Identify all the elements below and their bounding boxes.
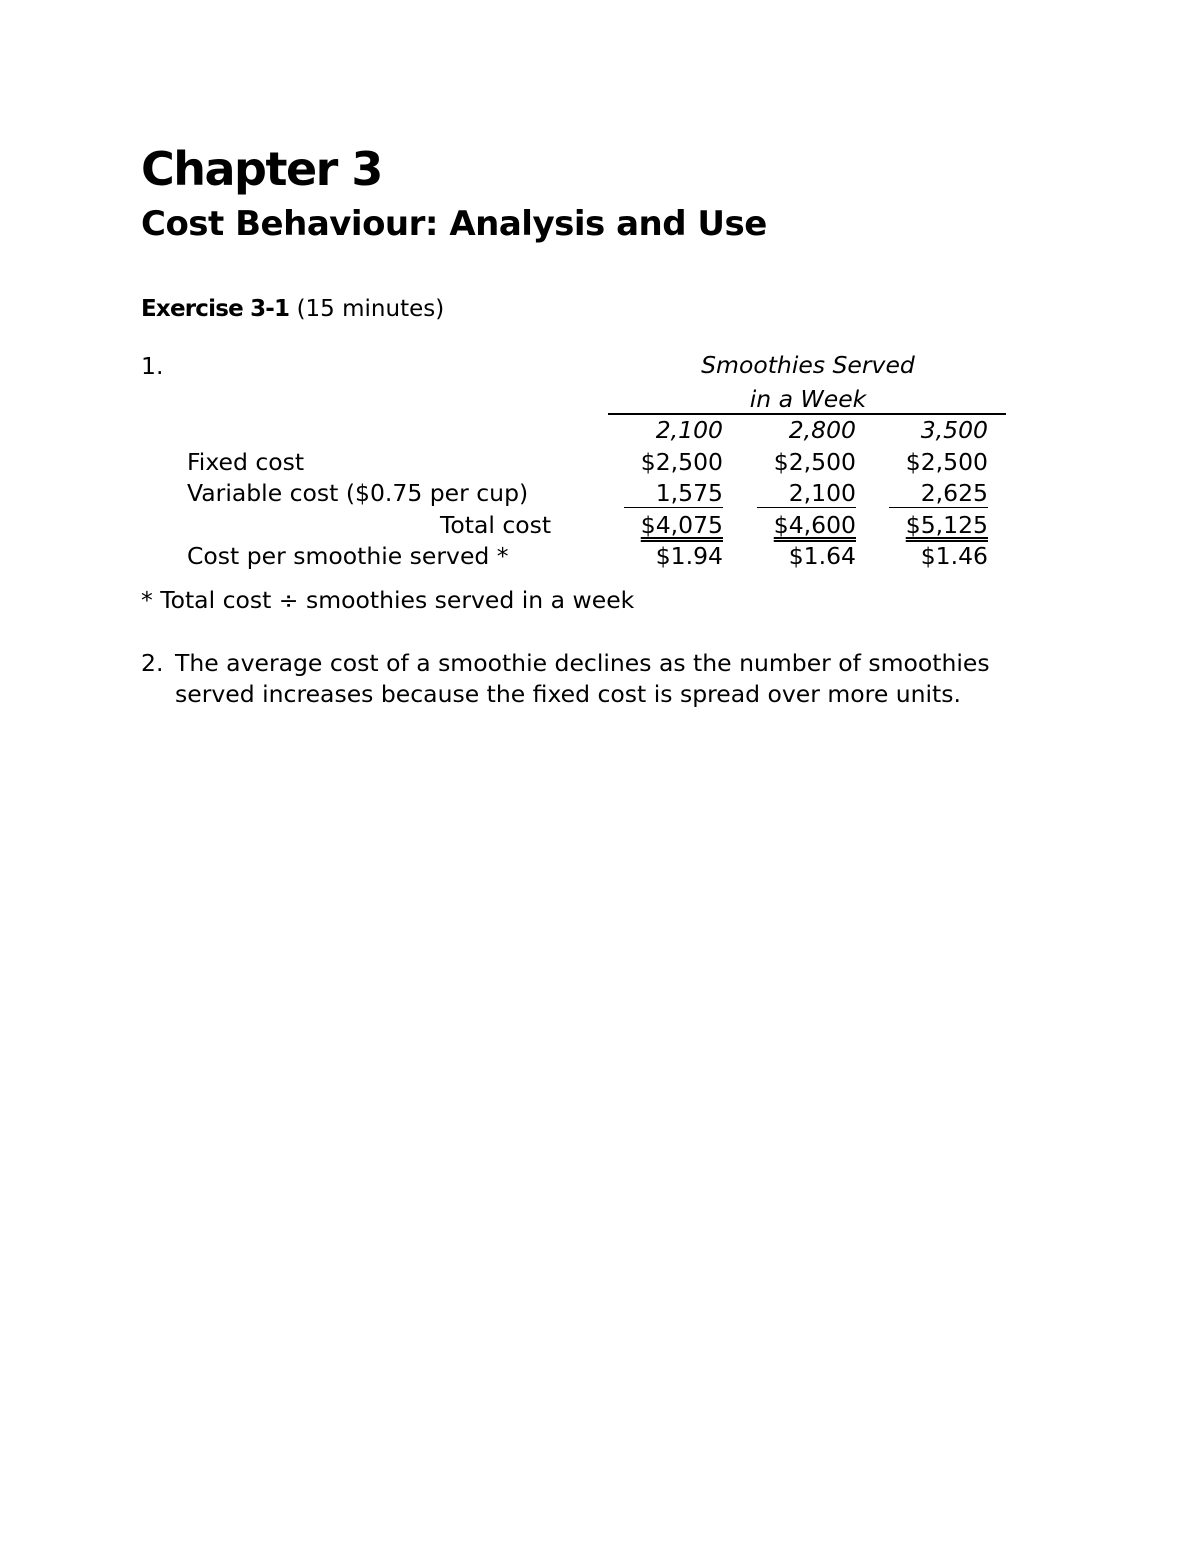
table-header-rule (608, 413, 1006, 415)
variable-cost-col-1 (603, 479, 723, 508)
chapter-title: Chapter 3 (141, 142, 382, 196)
total-cost-col-2 (736, 511, 856, 539)
part2-number: 2. (141, 649, 164, 677)
variable-cost-col-3 (868, 479, 988, 508)
total-cost-value-2: $4,600 (773, 511, 856, 539)
part2-text-line1: The average cost of a smoothie declines as the number of smoothies (175, 649, 990, 677)
part2-text-line2: served increases because the fixed cost is spread over more units. (175, 680, 961, 708)
cost-per-smoothie-col-3: $1.46 (920, 542, 988, 570)
row-label-cost-per-smoothie: Cost per smoothie served * (187, 542, 509, 570)
cost-per-smoothie-col-1: $1.94 (655, 542, 723, 570)
variable-cost-value-1: 1,575 (624, 479, 723, 508)
exercise-heading (141, 296, 444, 322)
volume-col-3: 3,500 (920, 416, 988, 444)
table-header-line2: in a Week (749, 385, 867, 413)
fixed-cost-col-3: $2,500 (905, 448, 988, 476)
row-label-total-cost: Total cost (440, 511, 552, 539)
total-cost-col-3 (868, 511, 988, 539)
variable-cost-col-2 (736, 479, 856, 508)
part1-number: 1. (141, 352, 164, 380)
variable-cost-value-2: 2,100 (757, 479, 856, 508)
total-cost-value-3: $5,125 (905, 511, 988, 539)
exercise-time: (15 minutes) (296, 296, 445, 322)
variable-cost-value-3: 2,625 (889, 479, 988, 508)
table-header-line1: Smoothies Served (701, 351, 915, 379)
cost-per-smoothie-col-2: $1.64 (788, 542, 856, 570)
total-cost-col-1 (603, 511, 723, 539)
exercise-label: Exercise 3-1 (141, 296, 290, 322)
fixed-cost-col-2: $2,500 (773, 448, 856, 476)
fixed-cost-col-1: $2,500 (640, 448, 723, 476)
chapter-subtitle: Cost Behaviour: Analysis and Use (141, 204, 767, 244)
row-label-fixed-cost: Fixed cost (187, 448, 305, 476)
total-cost-value-1: $4,075 (640, 511, 723, 539)
volume-col-2: 2,800 (788, 416, 856, 444)
table-footnote: * Total cost ÷ smoothies served in a week (141, 586, 635, 614)
volume-col-1: 2,100 (655, 416, 723, 444)
row-label-variable-cost: Variable cost ($0.75 per cup) (187, 479, 529, 507)
